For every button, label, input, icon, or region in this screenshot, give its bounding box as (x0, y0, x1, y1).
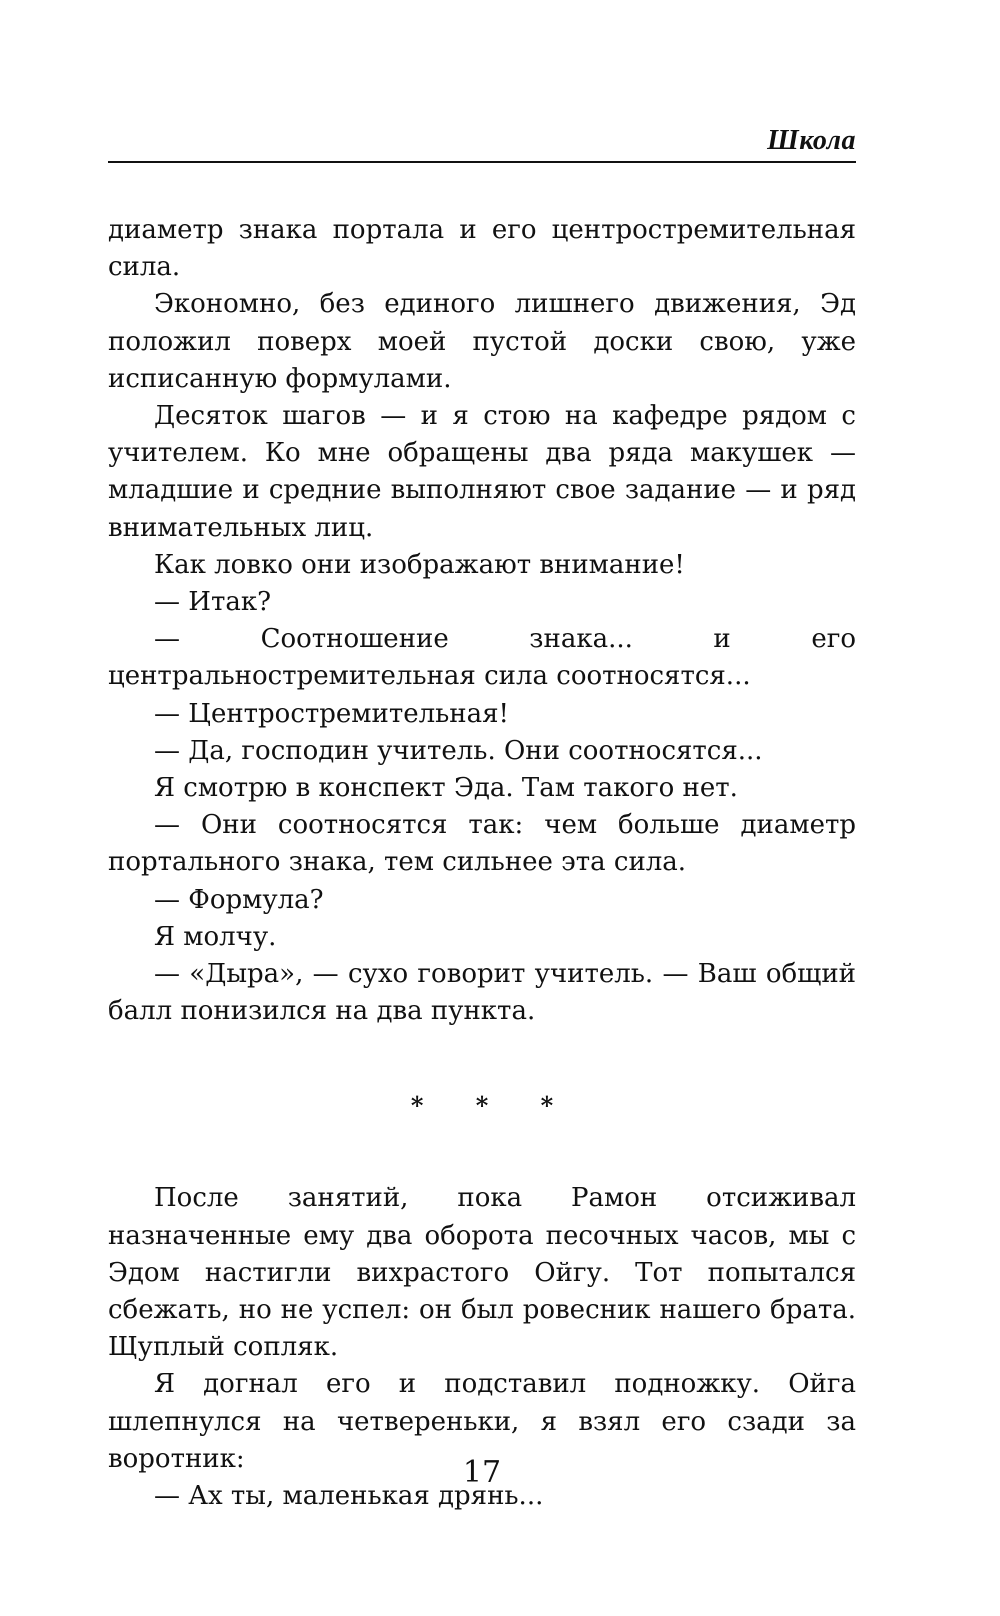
paragraph: Экономно, без единого лишнего движения, Эд положил поверх моей пустой доски свою, уже исписанную формулами. (108, 289, 856, 394)
paragraph: Я смотрю в конспект Эда. Там такого нет. (154, 773, 738, 804)
dialogue-line: — Они соотносятся так: чем больше диаметр портального знака, тем сильнее эта сила. (108, 810, 856, 878)
dialogue-line: — Центростремительная! (154, 698, 509, 729)
main-text (108, 212, 856, 1515)
dialogue-line: — Итак? (154, 587, 272, 618)
paragraph: Как ловко они изображают внимание! (154, 549, 685, 580)
page-number: 17 (462, 1455, 502, 1490)
paragraph: Я догнал его и подставил подножку. Ойга шлепнулся на четвереньки, я взял его сзади за воротник: (108, 1369, 856, 1474)
dialogue-line: — Соотношение знака... и его центральностремительная сила соотносятся... (108, 624, 856, 692)
paragraph: Десяток шагов — и я стою на кафедре рядом с учителем. Ко мне обращены два ряда макушек — младшие и средние выполняют свое задание — и ряд внимательных лиц. (108, 401, 856, 543)
dialogue-line: — Ах ты, маленькая дрянь... (154, 1481, 544, 1512)
dialogue-line: — «Дыра», — сухо говорит учитель. — Ваш общий балл понизился на два пункта. (108, 959, 856, 1027)
text-part-1 (108, 212, 856, 1030)
paragraph: диаметр знака портала и его центростремительная сила. (108, 215, 856, 283)
section-separator: * * * (410, 1090, 576, 1120)
paragraph: Я молчу. (154, 921, 277, 952)
running-head: Школа (767, 125, 856, 156)
dialogue-line: — Формула? (154, 884, 324, 915)
book-page (108, 0, 856, 1616)
header-rule (108, 161, 856, 163)
paragraph: После занятий, пока Рамон отсиживал назначенные ему два оборота песочных часов, мы с Эдом настигли вихрастого Ойгу. Тот попытался сбежать, но не успел: он был ровесник нашего брата. Щуплый сопляк. (108, 1183, 856, 1363)
dialogue-line: — Да, господин учитель. Они соотносятся... (154, 735, 763, 766)
